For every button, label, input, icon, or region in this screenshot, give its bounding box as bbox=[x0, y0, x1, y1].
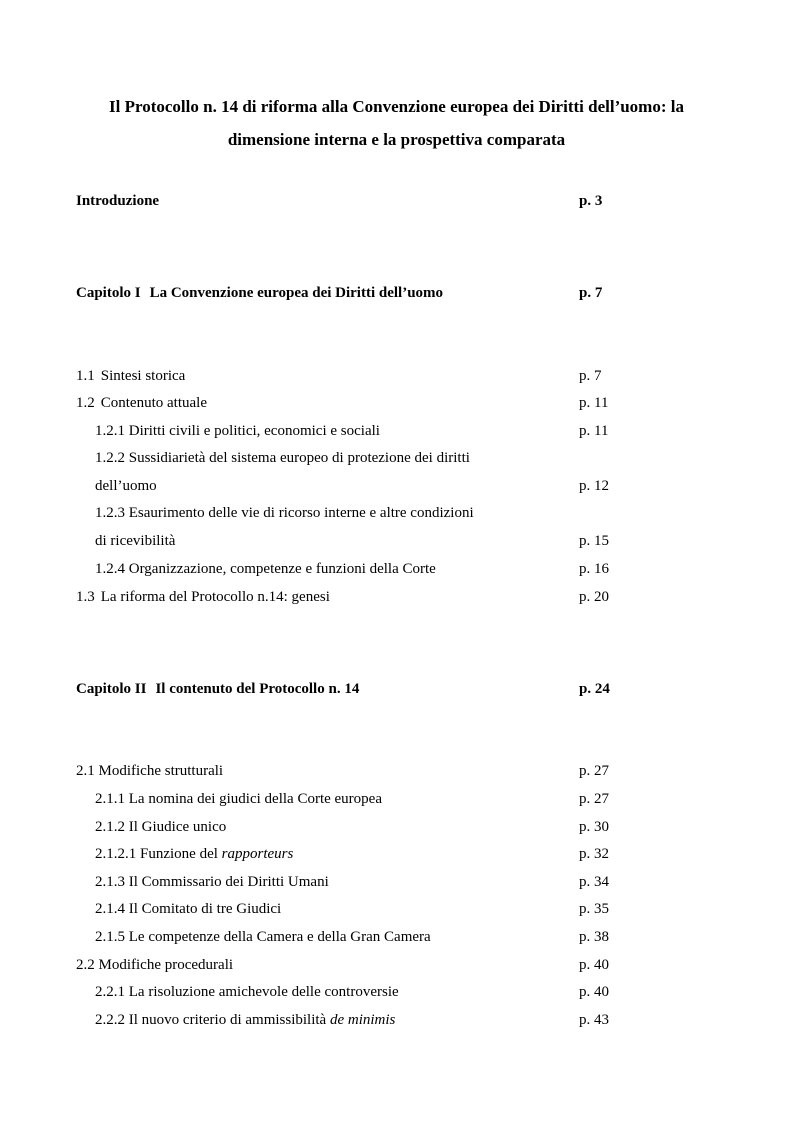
toc-label: di ricevibilità bbox=[95, 533, 176, 549]
toc-label: 1.2.3 Esaurimento delle vie di ricorso interne e altre condizioni bbox=[95, 505, 474, 521]
toc-page-number: p. 12 bbox=[579, 478, 609, 494]
toc-page-number: p. 32 bbox=[579, 846, 609, 862]
section-title: Sintesi storica bbox=[100, 368, 186, 384]
toc-page-number: p. 38 bbox=[579, 929, 609, 945]
section-number: 1.3 bbox=[76, 589, 95, 605]
toc-label: 2.1 Modifiche strutturali bbox=[76, 763, 224, 779]
toc-page-number: p. 11 bbox=[579, 423, 609, 439]
toc-page-number: p. 34 bbox=[579, 874, 609, 890]
toc-page-number: p. 27 bbox=[579, 763, 609, 779]
chapter-number: Capitolo II bbox=[76, 681, 147, 697]
toc-label: 1.2.2 Sussidiarietà del sistema europeo di protezione dei diritti bbox=[95, 450, 470, 466]
chapter-number: Capitolo I bbox=[76, 285, 141, 301]
toc-entry-capitolo-2 bbox=[0, 677, 793, 701]
toc-entry-introduzione bbox=[0, 189, 793, 213]
title-line-1: Il Protocollo n. 14 di riforma alla Convenzione europea dei Diritti dell’uomo: la bbox=[109, 97, 684, 116]
toc-entry-1-2-1 bbox=[0, 419, 793, 443]
toc-page-number: p. 7 bbox=[579, 368, 602, 384]
toc-entry-1-2-2-line-1 bbox=[0, 446, 793, 470]
toc-entry-2-1-3 bbox=[0, 870, 793, 894]
toc-label-italic: rapporteurs bbox=[221, 846, 294, 862]
toc-entry-1-2-3-line-1 bbox=[0, 501, 793, 525]
toc-label: dell’uomo bbox=[95, 478, 157, 494]
toc-entry-1-2-3-line-2 bbox=[0, 529, 793, 553]
toc-label: 2.2.1 La risoluzione amichevole delle controversie bbox=[95, 984, 399, 1000]
toc-page-number: p. 15 bbox=[579, 533, 609, 549]
toc-label: 2.1.3 Il Commissario dei Diritti Umani bbox=[95, 874, 329, 890]
toc-label: 2.1.5 Le competenze della Camera e della Gran Camera bbox=[95, 929, 431, 945]
toc-page-number: p. 43 bbox=[579, 1012, 609, 1028]
toc-entry-2-2 bbox=[0, 953, 793, 977]
toc-page-number: p. 3 bbox=[579, 193, 603, 209]
toc-entry-1-2 bbox=[0, 391, 793, 415]
toc-page-number: p. 16 bbox=[579, 561, 609, 577]
toc-entry-1-1 bbox=[0, 364, 793, 388]
toc-label: Introduzione bbox=[76, 193, 160, 209]
section-title: La riforma del Protocollo n.14: genesi bbox=[100, 589, 330, 605]
toc-entry-2-1-4 bbox=[0, 897, 793, 921]
toc-entry-2-1 bbox=[0, 759, 793, 783]
toc-label: 2.1.1 La nomina dei giudici della Corte europea bbox=[95, 791, 382, 807]
toc-label: 2.2 Modifiche procedurali bbox=[76, 957, 234, 973]
chapter-title: Il contenuto del Protocollo n. 14 bbox=[155, 681, 360, 697]
toc-label: 2.1.4 Il Comitato di tre Giudici bbox=[95, 901, 282, 917]
toc-page-number: p. 24 bbox=[579, 681, 610, 697]
section-number: 1.1 bbox=[76, 368, 95, 384]
toc-entry-2-1-1 bbox=[0, 787, 793, 811]
toc-label: 1.2.1 Diritti civili e politici, economici e sociali bbox=[95, 423, 380, 439]
toc-page-number: p. 11 bbox=[579, 395, 609, 411]
toc-page-number: p. 40 bbox=[579, 957, 609, 973]
toc-entry-2-2-1 bbox=[0, 980, 793, 1004]
toc-label: 2.2.2 Il nuovo criterio di ammissibilità bbox=[95, 1012, 327, 1028]
document-title bbox=[40, 90, 753, 156]
toc-label: 2.1.2 Il Giudice unico bbox=[95, 819, 227, 835]
toc-label: 1.2.4 Organizzazione, competenze e funzioni della Corte bbox=[95, 561, 436, 577]
toc-page-number: p. 20 bbox=[579, 589, 609, 605]
toc-entry-2-2-2 bbox=[0, 1008, 793, 1032]
title-line-2: dimensione interna e la prospettiva comparata bbox=[227, 130, 566, 149]
toc-entry-1-2-4 bbox=[0, 557, 793, 581]
toc-entry-1-3 bbox=[0, 585, 793, 609]
section-number: 1.2 bbox=[76, 395, 95, 411]
toc-page-number: p. 40 bbox=[579, 984, 609, 1000]
toc-label: 2.1.2.1 Funzione del bbox=[95, 846, 218, 862]
toc-entry-2-1-2 bbox=[0, 815, 793, 839]
toc-page-number: p. 35 bbox=[579, 901, 609, 917]
section-title: Contenuto attuale bbox=[100, 395, 207, 411]
toc-page-number: p. 30 bbox=[579, 819, 609, 835]
toc-entry-1-2-2-line-2 bbox=[0, 474, 793, 498]
toc-page-number: p. 27 bbox=[579, 791, 609, 807]
toc-label-italic: de minimis bbox=[329, 1012, 396, 1028]
toc-entry-capitolo-1 bbox=[0, 281, 793, 305]
toc-entry-2-1-5 bbox=[0, 925, 793, 949]
toc-page-number: p. 7 bbox=[579, 285, 603, 301]
chapter-title: La Convenzione europea dei Diritti dell’uomo bbox=[149, 285, 444, 301]
toc-entry-2-1-2-1 bbox=[0, 842, 793, 866]
